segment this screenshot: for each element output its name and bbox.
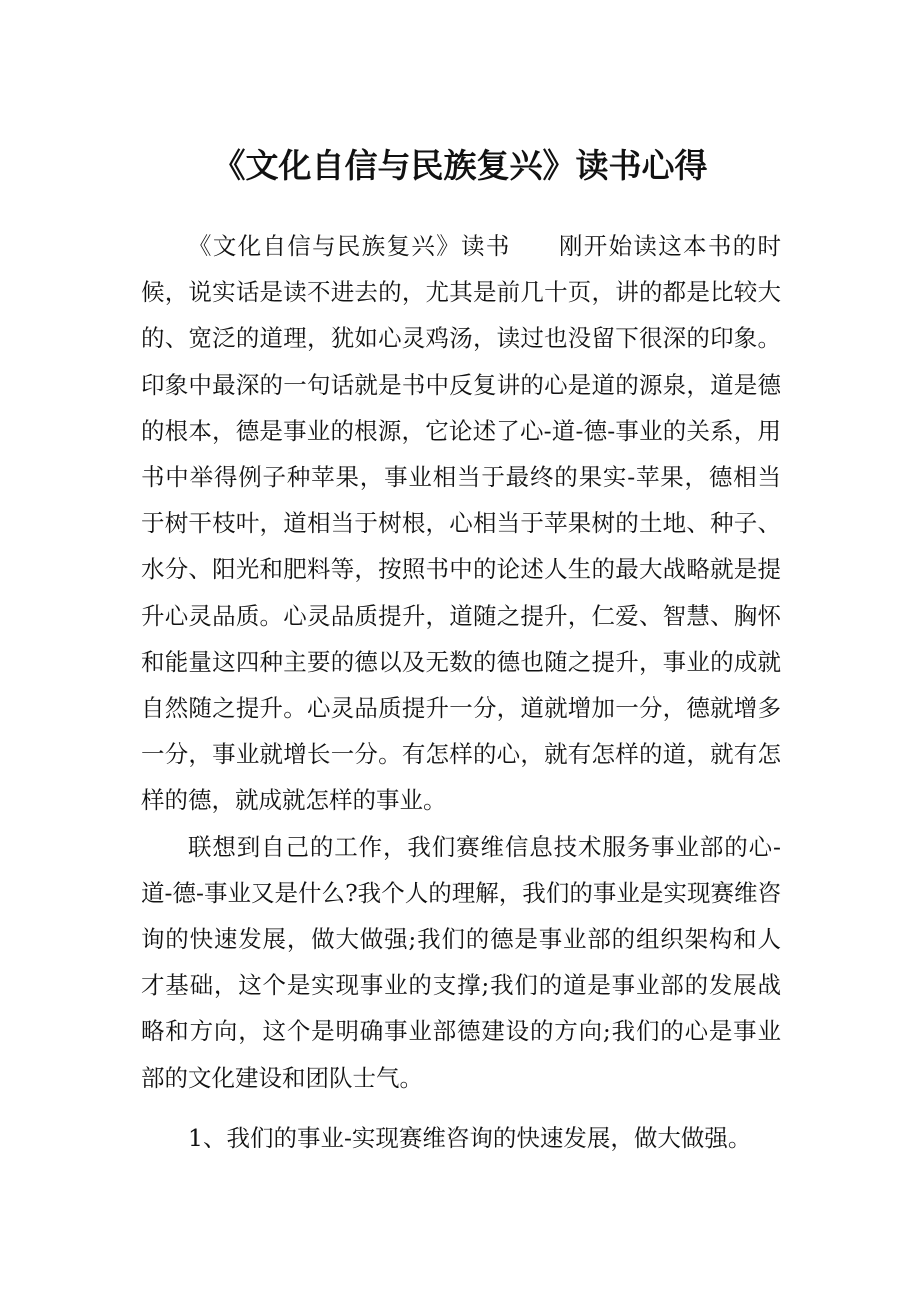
document-title: 《文化自信与民族复兴》读书心得: [212, 146, 708, 185]
paragraph-3: 1、我们的事业-实现赛维咨询的快速发展，做大做强。: [188, 1123, 752, 1152]
paragraph-1: [141, 223, 781, 824]
document-body: [141, 223, 781, 1161]
paragraph-2: 联想到自己的工作，我们赛维信息技术服务事业部的心-道-德-事业又是什么?我个人的理解，我们的事业是实现赛维咨询的快速发展，做大做强;我们的德是事业部的组织架构和人才基础，这个是实现事业的支撑;我们的道是事业部的发展战略和方向，这个是明确事业部德建设的方向;我们的心是事业部的文化建设和团队士气。: [141, 832, 781, 1092]
paragraph-1-lead: 《文化自信与民族复兴》读书: [188, 232, 511, 260]
paragraph-1-text: 刚开始读这本书的时候，说实话是读不进去的，尤其是前几十页，讲的都是比较大的、宽泛的道理，犹如心灵鸡汤，读过也没留下很深的印象。印象中最深的一句话就是书中反复讲的心是道的源泉，道是德的根本，德是事业的根源，它论述了心-道-德-事业的关系，用书中举得例子种苹果，事业相当于最终的果实-苹果，德相当于树干枝叶，道相当于树根，心相当于苹果树的土地、种子、水分、阳光和肥料等，按照书中的论述人生的最大战略就是提升心灵品质。心灵品质提升，道随之提升，仁爱、智慧、胸怀和能量这四种主要的德以及无数的德也随之提升，事业的成就自然随之提升。心灵品质提升一分，道就增加一分，德就增多一分，事业就增长一分。有怎样的心，就有怎样的道，就有怎样的德，就成就怎样的事业。: [141, 232, 782, 815]
